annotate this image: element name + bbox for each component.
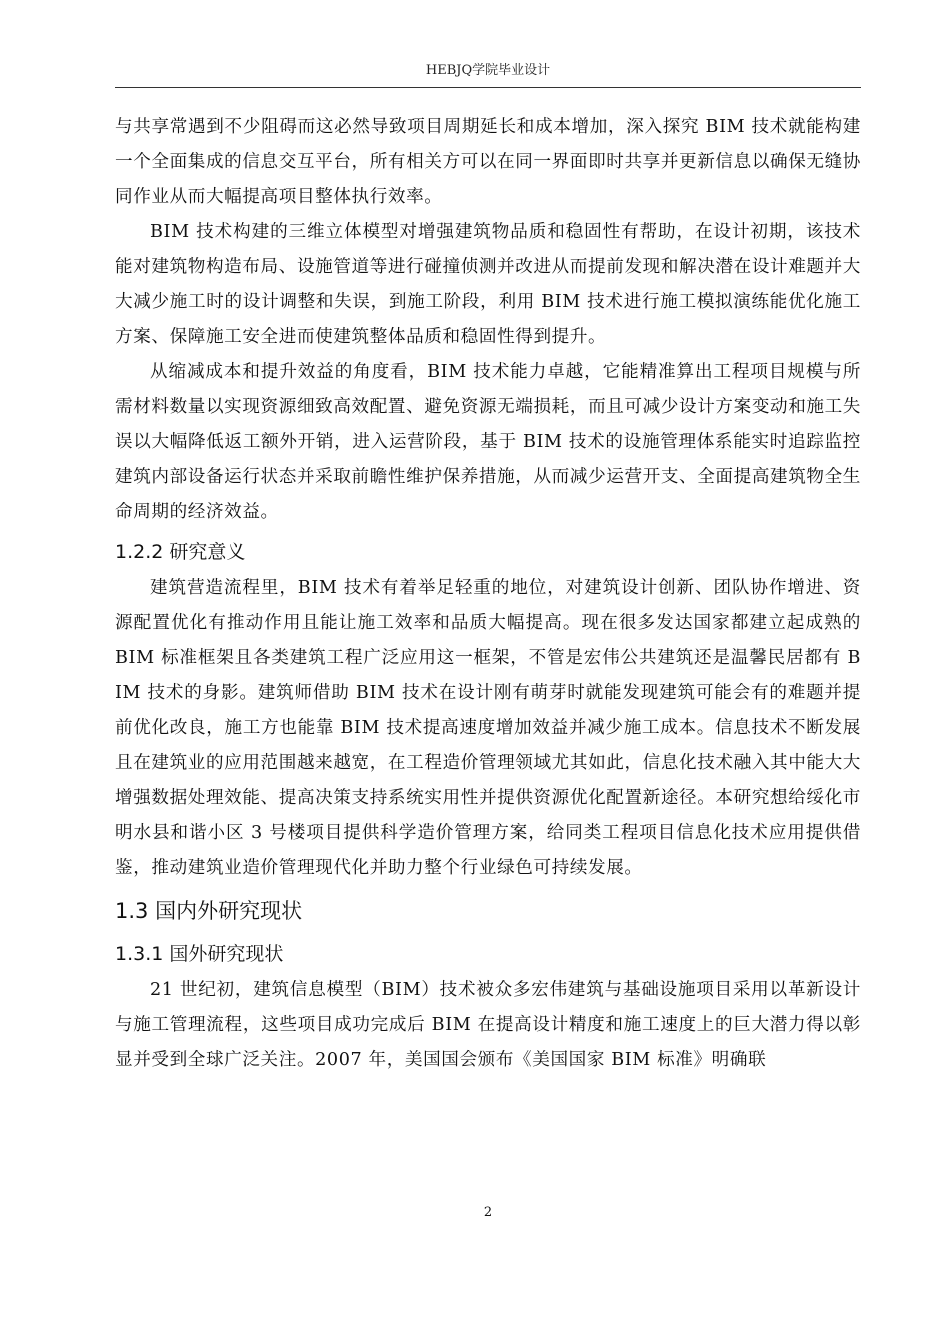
paragraph-continued: 与共享常遇到不少阻碍而这必然导致项目周期延长和成本增加，深入探究 BIM 技术就能构建一个全面集成的信息交互平台，所有相关方可以在同一界面即时共享并更新信息以确保无缝协同作业从而大幅提高项目整体执行效率。 [115, 117, 861, 207]
page-number: 2 [483, 1205, 493, 1220]
section-heading-1-2-2: 1.2.2 研究意义 [115, 541, 246, 563]
paragraph-foreign-research: 21 世纪初，建筑信息模型（BIM）技术被众多宏伟建筑与基础设施项目采用以革新设计与施工管理流程，这些项目成功完成后 BIM 在提高设计精度和施工速度上的巨大潜力得以彰显并受到全球广泛关注。2007 年，美国国会颁布《美国国家 BIM 标准》明确联 [115, 980, 861, 1070]
section-heading-1-3-1: 1.3.1 国外研究现状 [115, 943, 284, 965]
paragraph-bim-cost: 从缩减成本和提升效益的角度看，BIM 技术能力卓越，它能精准算出工程项目规模与所需材料数量以实现资源细致高效配置、避免资源无端损耗，而且可减少设计方案变动和施工失误以大幅降低返工额外开销，进入运营阶段，基于 BIM 技术的设施管理体系能实时追踪监控建筑内部设备运行状态并采取前瞻性维护保养措施，从而减少运营开支、全面提高建筑物全生命周期的经济效益。 [115, 362, 861, 522]
running-header: HEBJQ学院毕业设计 [425, 63, 551, 78]
section-heading-1-3: 1.3 国内外研究现状 [115, 899, 303, 923]
paragraph-research-significance: 建筑营造流程里，BIM 技术有着举足轻重的地位，对建筑设计创新、团队协作增进、资源配置优化有推动作用且能让施工效率和品质大幅提高。现在很多发达国家都建立起成熟的 BIM 标准框架且各类建筑工程广泛应用这一框架，不管是宏伟公共建筑还是温馨民居都有 BIM 技术的身影。建筑师借助 BIM 技术在设计刚有萌芽时就能发现建筑可能会有的难题并提前优化改良，施工方也能靠 BIM 技术提高速度增加效益并减少施工成本。信息技术不断发展且在建筑业的应用范围越来越宽，在工程造价管理领域尤其如此，信息化技术融入其中能大大增强数据处理效能、提高决策支持系统实用性并提供资源优化配置新途径。本研究想给绥化市明水县和谐小区 3 号楼项目提供科学造价管理方案，给同类工程项目信息化技术应用提供借鉴，推动建筑业造价管理现代化并助力整个行业绿色可持续发展。 [115, 578, 861, 878]
header-divider [115, 87, 861, 88]
body-text [115, 110, 861, 1078]
paragraph-bim-quality: BIM 技术构建的三维立体模型对增强建筑物品质和稳固性有帮助，在设计初期，该技术能对建筑物构造布局、设施管道等进行碰撞侦测并改进从而提前发现和解决潜在设计难题并大大减少施工时的设计调整和失误，到施工阶段，利用 BIM 技术进行施工模拟演练能优化施工方案、保障施工安全进而使建筑整体品质和稳固性得到提升。 [115, 222, 861, 347]
